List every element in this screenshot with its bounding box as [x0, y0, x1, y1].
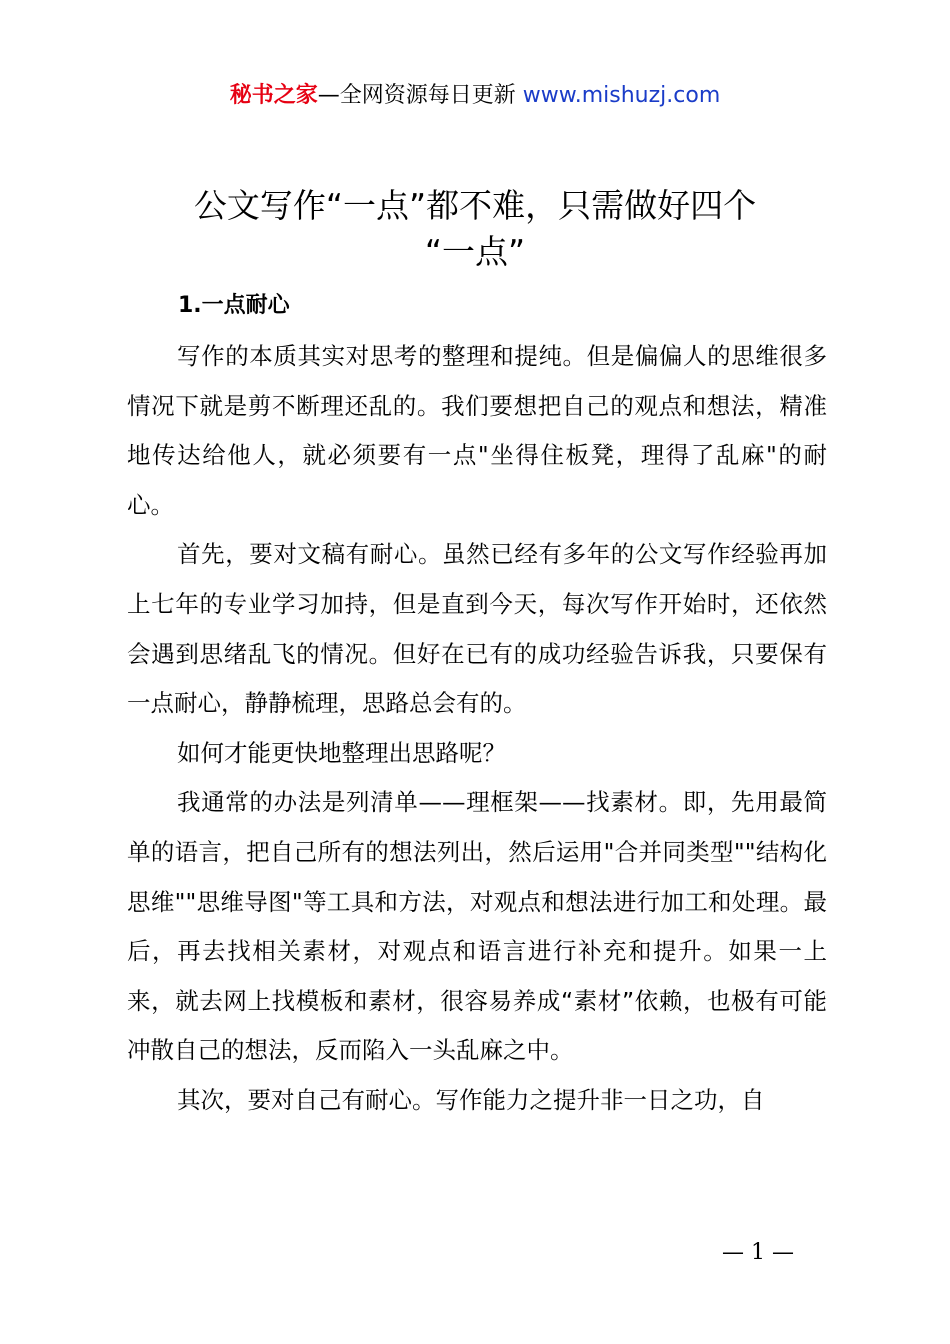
brand-name: 秘书之家 [229, 83, 318, 108]
paragraph: 写作的本质其实对思考的整理和提纯。但是偏偏人的思维很多情况下就是剪不断理还乱的。我们要想把自己的观点和想法，精准地传达给他人，就必须要有一点"坐得住板凳，理得了乱麻"的耐心。 [127, 342, 827, 519]
paragraph: 首先，要对文稿有耐心。虽然已经有多年的公文写作经验再加上七年的专业学习加持，但是直到今天，每次写作开始时，还依然会遇到思绪乱飞的情况。但好在已有的成功经验告诉我，只要保有一点耐心，静静梳理，思路总会有的。 [127, 540, 827, 718]
site-url-link[interactable]: www.mishuzj.com [522, 83, 721, 108]
paragraph: 如何才能更快地整理出思路呢？ [177, 738, 506, 767]
document-title-line-1: 公文写作“一点”都不难，只需做好四个 [193, 186, 757, 225]
paragraph: 其次，要对自己有耐心。写作能力之提升非一日之功，自 [177, 1085, 765, 1114]
header-tagline: —全网资源每日更新 [317, 83, 516, 108]
document-title [95, 183, 855, 275]
page-header [0, 78, 950, 114]
body-text [127, 332, 827, 1126]
page-number: — 1 — [722, 1240, 794, 1265]
section-heading: 1.一点耐心 [178, 293, 290, 318]
paragraph: 我通常的办法是列清单——理框架——找素材。即，先用最简单的语言，把自己所有的想法列出，然后运用"合并同类型""结构化思维""思维导图"等工具和方法，对观点和想法进行加工和处理。最后，再去找相关素材，对观点和语言进行补充和提升。如果一上来，就去网上找模板和素材，很容易养成“素材”依赖，也极有可能冲散自己的想法，反而陷入一头乱麻之中。 [127, 788, 827, 1065]
document-title-line-2: “一点” [424, 232, 526, 271]
